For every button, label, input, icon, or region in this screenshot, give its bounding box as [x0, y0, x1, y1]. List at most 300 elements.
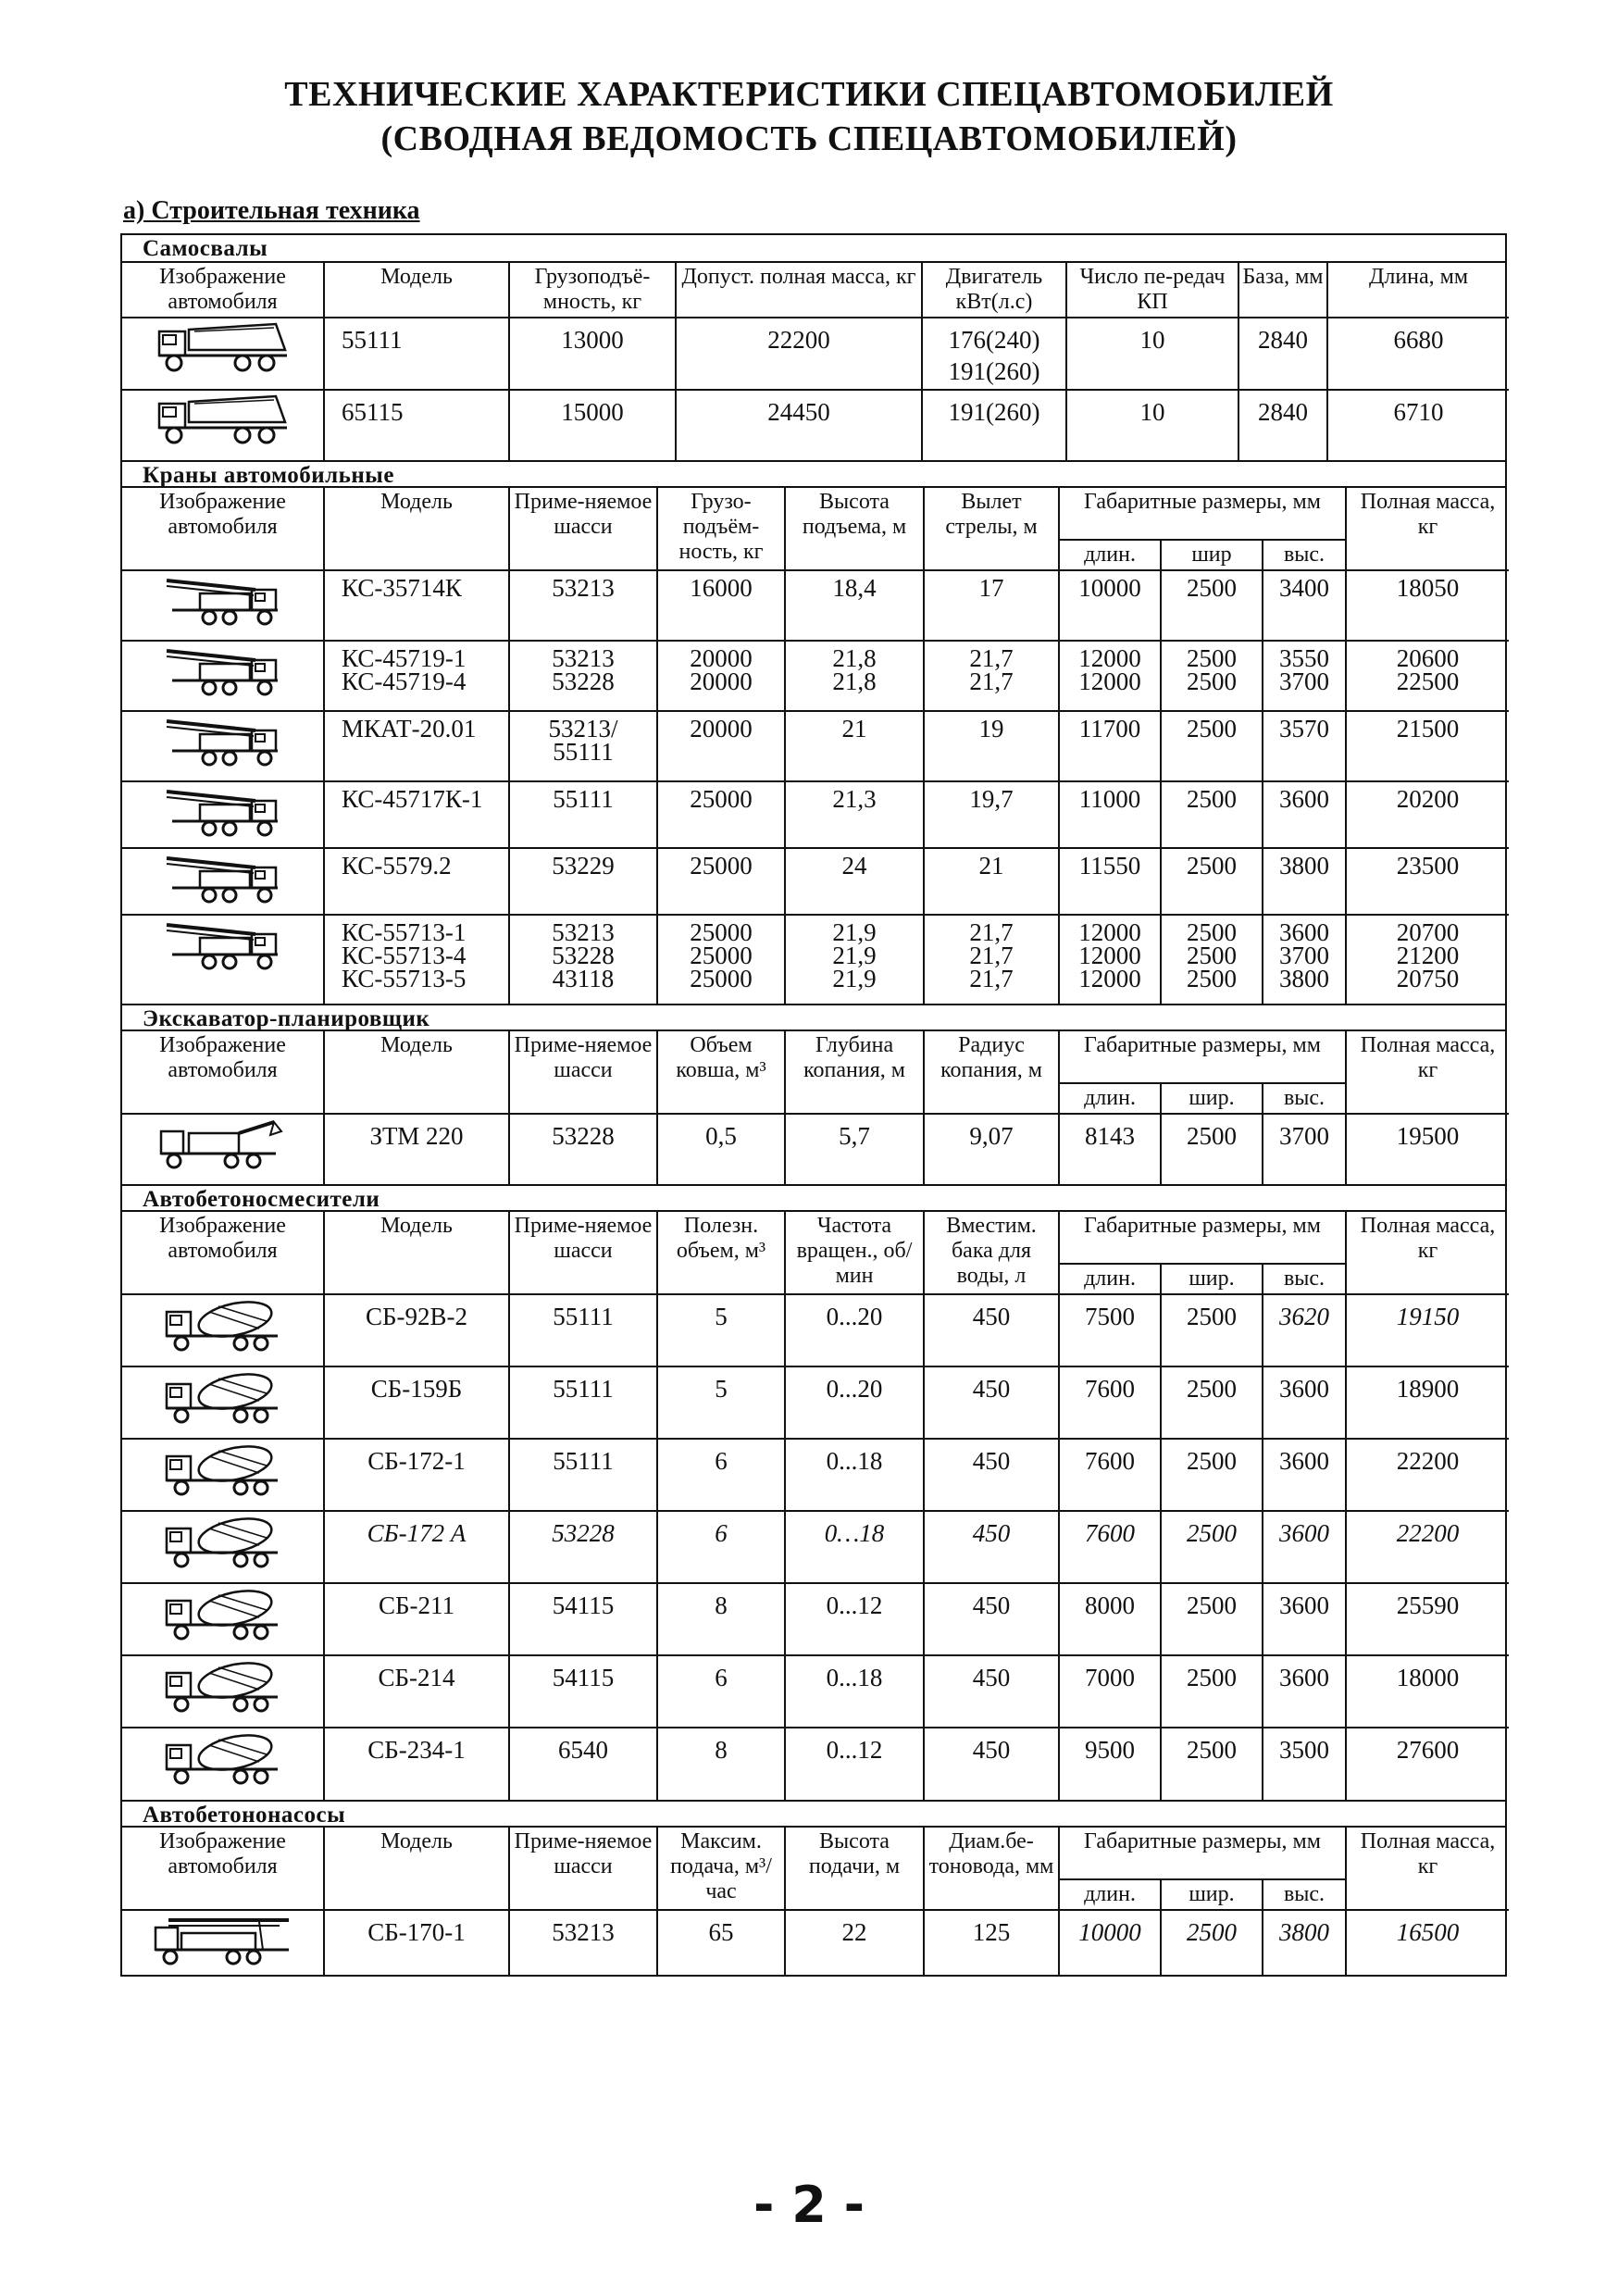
concrete-mixer-truck-icon	[122, 1583, 324, 1655]
excavator-section-title: Экскаватор-планировщик	[122, 1004, 1505, 1031]
value-cell: 3600	[1263, 1583, 1346, 1655]
dump-truck-icon	[122, 318, 324, 390]
cell-line: 55111	[553, 738, 614, 766]
value-cell: 8143	[1059, 1114, 1161, 1184]
value-cell: 2500	[1161, 1583, 1263, 1655]
cell-line: 20700	[1396, 918, 1460, 946]
col-header: Модель	[324, 1828, 509, 1910]
concrete-mixer-truck-icon	[122, 1439, 324, 1511]
cell-line: 2500	[1187, 965, 1237, 992]
spec-sheet	[120, 233, 1507, 1977]
value-cell: 2500	[1161, 1366, 1263, 1439]
cell-line: 3550	[1279, 644, 1329, 672]
engine-cell	[922, 318, 1066, 390]
excavator-truck-icon	[122, 1114, 324, 1184]
col-header: Габаритные размеры, мм	[1059, 488, 1346, 540]
cell-line: 25000	[690, 942, 753, 969]
cell-line: 20000	[690, 715, 753, 742]
value-cell	[657, 848, 785, 915]
value-cell: 22200	[676, 318, 922, 390]
col-header: Габаритные размеры, мм	[1059, 1031, 1346, 1083]
cell-line: 53213	[552, 918, 615, 946]
title-line-1: ТЕХНИЧЕСКИЕ ХАРАКТЕРИСТИКИ СПЕЦАВТОМОБИЛЕЙ	[284, 75, 1334, 114]
cell-line: 53213/	[548, 715, 618, 742]
value-cell: 8000	[1059, 1583, 1161, 1655]
col-header: Радиус копания, м	[924, 1031, 1059, 1114]
value-cell: 2500	[1161, 1114, 1263, 1184]
cranes-table	[122, 488, 1509, 1004]
cell-line: 3600	[1279, 785, 1329, 813]
cell-line: 20000	[690, 668, 753, 695]
value-cell: 3600	[1263, 1366, 1346, 1439]
value-cell	[1346, 641, 1509, 711]
value-cell	[1161, 641, 1263, 711]
col-header: Высота подъема, м	[785, 488, 924, 570]
value-cell: 2840	[1238, 318, 1327, 390]
col-header: Полная масса, кг	[1346, 1212, 1509, 1294]
value-cell: 16500	[1346, 1910, 1509, 1975]
cell-line: 21	[978, 852, 1004, 880]
value-cell	[657, 570, 785, 641]
value-cell: 450	[924, 1655, 1059, 1728]
cell-line: 53229	[552, 852, 615, 880]
value-cell: 25590	[1346, 1583, 1509, 1655]
value-cell: 18900	[1346, 1366, 1509, 1439]
value-cell: 54115	[509, 1655, 657, 1728]
model-cell: СБ-170-1	[324, 1910, 509, 1975]
col-header: Объем ковша, м³	[657, 1031, 785, 1114]
value-cell: 19150	[1346, 1294, 1509, 1366]
cranes-section-title: Краны автомобильные	[122, 460, 1505, 488]
cell-line: 3600	[1279, 918, 1329, 946]
value-cell: 3600	[1263, 1655, 1346, 1728]
table-row	[122, 1910, 1509, 1975]
cell-line: 21,8	[832, 668, 877, 695]
col-header: Модель	[324, 1212, 509, 1294]
value-cell: 24450	[676, 390, 922, 460]
cell-line: 21,9	[832, 965, 877, 992]
value-cell: 450	[924, 1583, 1059, 1655]
col-header: Приме-няемое шасси	[509, 1828, 657, 1910]
value-cell: 450	[924, 1439, 1059, 1511]
cell-line: 3400	[1279, 574, 1329, 602]
crane-truck-icon	[122, 781, 324, 848]
table-row	[122, 711, 1509, 781]
model-cell: СБ-172 А	[324, 1511, 509, 1583]
dump-header-row	[122, 263, 1509, 318]
value-cell: 3500	[1263, 1728, 1346, 1800]
value-cell	[924, 781, 1059, 848]
value-cell: 65	[657, 1910, 785, 1975]
col-header: Грузо-подъём-ность, кг	[657, 488, 785, 570]
excavator-header-row	[122, 1031, 1509, 1083]
cell-line: 12000	[1078, 965, 1141, 992]
col-header: Частота вращен., об/мин	[785, 1212, 924, 1294]
table-row	[122, 1655, 1509, 1728]
value-cell	[785, 781, 924, 848]
concrete-mixer-truck-icon	[122, 1728, 324, 1800]
value-cell: 22	[785, 1910, 924, 1975]
value-cell: 53228	[509, 1114, 657, 1184]
cell-line: 3700	[1279, 668, 1329, 695]
cell-line: 11700	[1078, 715, 1141, 742]
cell-line: 22500	[1396, 668, 1460, 695]
cell-line: КС-55713-5	[342, 965, 467, 992]
engine-cell: 191(260)	[922, 390, 1066, 460]
concrete-mixer-truck-icon	[122, 1511, 324, 1583]
value-cell: 7500	[1059, 1294, 1161, 1366]
value-cell	[509, 781, 657, 848]
value-cell: 22200	[1346, 1511, 1509, 1583]
cell-line: 53228	[552, 942, 615, 969]
model-cell	[324, 570, 509, 641]
model-cell: СБ-159Б	[324, 1366, 509, 1439]
value-cell: 10	[1066, 318, 1238, 390]
value-cell: 53228	[509, 1511, 657, 1583]
concrete-pump-truck-icon	[122, 1910, 324, 1975]
col-header: Глубина копания, м	[785, 1031, 924, 1114]
cell-line: 12000	[1078, 668, 1141, 695]
value-cell	[785, 570, 924, 641]
value-cell	[1059, 781, 1161, 848]
table-row	[122, 1114, 1509, 1184]
value-cell	[785, 915, 924, 1004]
value-cell	[924, 641, 1059, 711]
value-cell: 5	[657, 1294, 785, 1366]
model-cell	[324, 915, 509, 1004]
value-cell: 0...18	[785, 1655, 924, 1728]
cell-line: 21,9	[832, 918, 877, 946]
sub-header: длин.	[1059, 1879, 1161, 1910]
cranes-header-row	[122, 488, 1509, 540]
cell-line: 18050	[1396, 574, 1460, 602]
dump-col-gears: Число пе-редач КП	[1066, 263, 1238, 318]
value-cell	[1059, 641, 1161, 711]
section-a-heading: а) Строительная техника	[123, 196, 420, 225]
value-cell: 19500	[1346, 1114, 1509, 1184]
cell-line: 21,9	[832, 942, 877, 969]
value-cell	[785, 848, 924, 915]
value-cell: 2500	[1161, 1655, 1263, 1728]
value-cell: 5,7	[785, 1114, 924, 1184]
value-cell: 27600	[1346, 1728, 1509, 1800]
table-row	[122, 318, 1509, 390]
col-header: Изображение автомобиля	[122, 1031, 324, 1114]
pumps-section-title: Автобетононасосы	[122, 1800, 1505, 1828]
value-cell	[657, 915, 785, 1004]
cell-line: 43118	[552, 965, 615, 992]
crane-truck-icon	[122, 915, 324, 1004]
value-cell: 2500	[1161, 1439, 1263, 1511]
value-cell: 0...12	[785, 1728, 924, 1800]
model-cell: СБ-214	[324, 1655, 509, 1728]
value-cell: 6	[657, 1511, 785, 1583]
table-row	[122, 1728, 1509, 1800]
cell-line: 25000	[690, 852, 753, 880]
cell-line: 25000	[690, 918, 753, 946]
table-row	[122, 848, 1509, 915]
table-row	[122, 641, 1509, 711]
table-row	[122, 1439, 1509, 1511]
value-cell	[1161, 915, 1263, 1004]
value-cell: 55111	[509, 1439, 657, 1511]
sub-header: шир	[1161, 540, 1263, 570]
value-cell: 2840	[1238, 390, 1327, 460]
crane-truck-icon	[122, 711, 324, 781]
cell-line: 21,8	[832, 644, 877, 672]
table-row	[122, 915, 1509, 1004]
engine-value: 191(260)	[948, 357, 1040, 385]
cranes-body	[122, 570, 1509, 1004]
cell-line: 2500	[1187, 668, 1237, 695]
value-cell: 3620	[1263, 1294, 1346, 1366]
pumps-header-row	[122, 1828, 1509, 1879]
value-cell: 0...20	[785, 1294, 924, 1366]
sub-header: длин.	[1059, 1264, 1161, 1294]
value-cell	[1059, 915, 1161, 1004]
col-header: Полная масса, кг	[1346, 1828, 1509, 1910]
cell-line: 11000	[1078, 785, 1141, 813]
cell-line: 21,7	[969, 668, 1014, 695]
model-cell	[324, 711, 509, 781]
cell-line: КС-5579.2	[342, 852, 452, 880]
col-header: Габаритные размеры, мм	[1059, 1828, 1346, 1879]
col-header: Полезн. объем, м³	[657, 1212, 785, 1294]
cell-line: КС-35714К	[342, 574, 462, 602]
value-cell: 8	[657, 1583, 785, 1655]
cell-line: 3570	[1279, 715, 1329, 742]
page-title	[0, 72, 1618, 161]
cell-line: 2500	[1187, 942, 1237, 969]
value-cell: 9,07	[924, 1114, 1059, 1184]
col-header: Приме-няемое шасси	[509, 1212, 657, 1294]
value-cell: 18000	[1346, 1655, 1509, 1728]
sub-header: длин.	[1059, 540, 1161, 570]
col-header: Диам.бе-тоновода, мм	[924, 1828, 1059, 1910]
mixers-section-title: Автобетоносмесители	[122, 1184, 1505, 1212]
concrete-mixer-truck-icon	[122, 1294, 324, 1366]
model-cell: 55111	[324, 318, 509, 390]
value-cell: 13000	[509, 318, 676, 390]
value-cell: 3700	[1263, 1114, 1346, 1184]
value-cell: 6540	[509, 1728, 657, 1800]
cell-line: 53213	[552, 574, 615, 602]
cell-line: 12000	[1078, 942, 1141, 969]
value-cell	[1263, 781, 1346, 848]
model-cell	[324, 641, 509, 711]
table-row	[122, 1583, 1509, 1655]
cell-line: 25000	[690, 965, 753, 992]
cell-line: 2500	[1187, 715, 1237, 742]
engine-value: 176(240)	[948, 326, 1040, 354]
cell-line: 18,4	[832, 574, 877, 602]
cell-line: 3700	[1279, 942, 1329, 969]
col-header: Изображение автомобиля	[122, 1828, 324, 1910]
value-cell	[1161, 570, 1263, 641]
value-cell: 450	[924, 1294, 1059, 1366]
cell-line: 20600	[1396, 644, 1460, 672]
value-cell	[785, 711, 924, 781]
value-cell	[1346, 570, 1509, 641]
cell-line: 55111	[553, 785, 614, 813]
value-cell	[1059, 570, 1161, 641]
cell-line: МКАТ-20.01	[342, 715, 477, 742]
dump-col-length: Длина, мм	[1327, 263, 1509, 318]
cell-line: 20750	[1396, 965, 1460, 992]
cell-line: 19	[978, 715, 1004, 742]
table-row	[122, 1511, 1509, 1583]
model-cell: СБ-172-1	[324, 1439, 509, 1511]
value-cell	[1263, 641, 1346, 711]
cell-line: 21500	[1396, 715, 1460, 742]
cell-line: 12000	[1078, 918, 1141, 946]
model-cell: СБ-92В-2	[324, 1294, 509, 1366]
cell-line: 2500	[1187, 852, 1237, 880]
col-header: Изображение автомобиля	[122, 488, 324, 570]
model-cell	[324, 781, 509, 848]
table-row	[122, 1294, 1509, 1366]
value-cell	[657, 781, 785, 848]
model-cell: 65115	[324, 390, 509, 460]
value-cell: 7600	[1059, 1439, 1161, 1511]
col-header: Вылет стрелы, м	[924, 488, 1059, 570]
value-cell: 5	[657, 1366, 785, 1439]
value-cell	[924, 915, 1059, 1004]
cell-line: 24	[841, 852, 867, 880]
value-cell: 0…18	[785, 1511, 924, 1583]
value-cell	[657, 711, 785, 781]
dump-col-engine: Двигатель кВт(л.с)	[922, 263, 1066, 318]
page-number: - 2 -	[753, 2176, 865, 2234]
value-cell: 125	[924, 1910, 1059, 1975]
cell-line: КС-45719-4	[342, 668, 467, 695]
cell-line: 17	[978, 574, 1004, 602]
table-row	[122, 570, 1509, 641]
value-cell	[1346, 711, 1509, 781]
value-cell	[1161, 711, 1263, 781]
cell-line: 12000	[1078, 644, 1141, 672]
sub-header: шир.	[1161, 1083, 1263, 1114]
cell-line: 25000	[690, 785, 753, 813]
dump-col-model: Модель	[324, 263, 509, 318]
value-cell	[924, 570, 1059, 641]
table-row	[122, 390, 1509, 460]
cell-line: 53228	[552, 668, 615, 695]
value-cell: 7600	[1059, 1511, 1161, 1583]
value-cell: 55111	[509, 1366, 657, 1439]
cell-line: 2500	[1187, 574, 1237, 602]
value-cell	[1263, 570, 1346, 641]
sub-header: длин.	[1059, 1083, 1161, 1114]
col-header: Приме-няемое шасси	[509, 488, 657, 570]
value-cell	[509, 848, 657, 915]
value-cell: 8	[657, 1728, 785, 1800]
value-cell	[1346, 915, 1509, 1004]
value-cell	[509, 711, 657, 781]
sub-header: шир.	[1161, 1264, 1263, 1294]
value-cell	[785, 641, 924, 711]
cell-line: 21,3	[832, 785, 877, 813]
model-cell: ЗТМ 220	[324, 1114, 509, 1184]
value-cell	[657, 641, 785, 711]
dump-col-image: Изображение автомобиля	[122, 263, 324, 318]
value-cell: 2500	[1161, 1511, 1263, 1583]
value-cell: 10	[1066, 390, 1238, 460]
value-cell: 450	[924, 1511, 1059, 1583]
table-row	[122, 781, 1509, 848]
cell-line: 11550	[1078, 852, 1141, 880]
value-cell	[1346, 781, 1509, 848]
value-cell: 0...20	[785, 1366, 924, 1439]
col-header: Максим. подача, м³/час	[657, 1828, 785, 1910]
excavator-table	[122, 1031, 1509, 1184]
value-cell: 3600	[1263, 1511, 1346, 1583]
col-header: Изображение автомобиля	[122, 1212, 324, 1294]
value-cell: 2500	[1161, 1910, 1263, 1975]
value-cell: 3600	[1263, 1439, 1346, 1511]
title-line-2: (СВОДНАЯ ВЕДОМОСТЬ СПЕЦАВТОМОБИЛЕЙ)	[380, 119, 1238, 158]
dump-section-title: Самосвалы	[122, 235, 1505, 263]
value-cell: 450	[924, 1366, 1059, 1439]
value-cell: 15000	[509, 390, 676, 460]
dump-col-base: База, мм	[1238, 263, 1327, 318]
sub-header: выс.	[1263, 1264, 1346, 1294]
dump-truck-icon	[122, 390, 324, 460]
crane-truck-icon	[122, 570, 324, 641]
cell-line: 53213	[552, 644, 615, 672]
model-cell: СБ-234-1	[324, 1728, 509, 1800]
value-cell	[1059, 848, 1161, 915]
cell-line: КС-45719-1	[342, 644, 467, 672]
model-cell: СБ-211	[324, 1583, 509, 1655]
col-header: Модель	[324, 1031, 509, 1114]
value-cell	[509, 570, 657, 641]
value-cell: 22200	[1346, 1439, 1509, 1511]
cell-line: 2500	[1187, 918, 1237, 946]
cell-line: 23500	[1396, 852, 1460, 880]
mixers-body	[122, 1294, 1509, 1800]
value-cell	[1059, 711, 1161, 781]
value-cell: 7600	[1059, 1366, 1161, 1439]
mixers-header-row	[122, 1212, 1509, 1264]
cell-line: 21200	[1396, 942, 1460, 969]
value-cell	[509, 641, 657, 711]
sub-header: выс.	[1263, 540, 1346, 570]
value-cell	[924, 711, 1059, 781]
col-header: Приме-няемое шасси	[509, 1031, 657, 1114]
value-cell: 9500	[1059, 1728, 1161, 1800]
cell-line: 21,7	[969, 965, 1014, 992]
cell-line: 2500	[1187, 644, 1237, 672]
sub-header: выс.	[1263, 1879, 1346, 1910]
cell-line: КС-45717К-1	[342, 785, 483, 813]
col-header: Высота подачи, м	[785, 1828, 924, 1910]
cell-line: 21	[841, 715, 867, 742]
value-cell	[1263, 848, 1346, 915]
sub-header: выс.	[1263, 1083, 1346, 1114]
cell-line: 2500	[1187, 785, 1237, 813]
value-cell: 6680	[1327, 318, 1509, 390]
cell-line: 20200	[1396, 785, 1460, 813]
crane-truck-icon	[122, 641, 324, 711]
cell-line: 10000	[1078, 574, 1141, 602]
concrete-mixer-truck-icon	[122, 1366, 324, 1439]
cell-line: 21,7	[969, 644, 1014, 672]
value-cell: 6	[657, 1439, 785, 1511]
value-cell	[1161, 781, 1263, 848]
value-cell: 54115	[509, 1583, 657, 1655]
value-cell: 6	[657, 1655, 785, 1728]
